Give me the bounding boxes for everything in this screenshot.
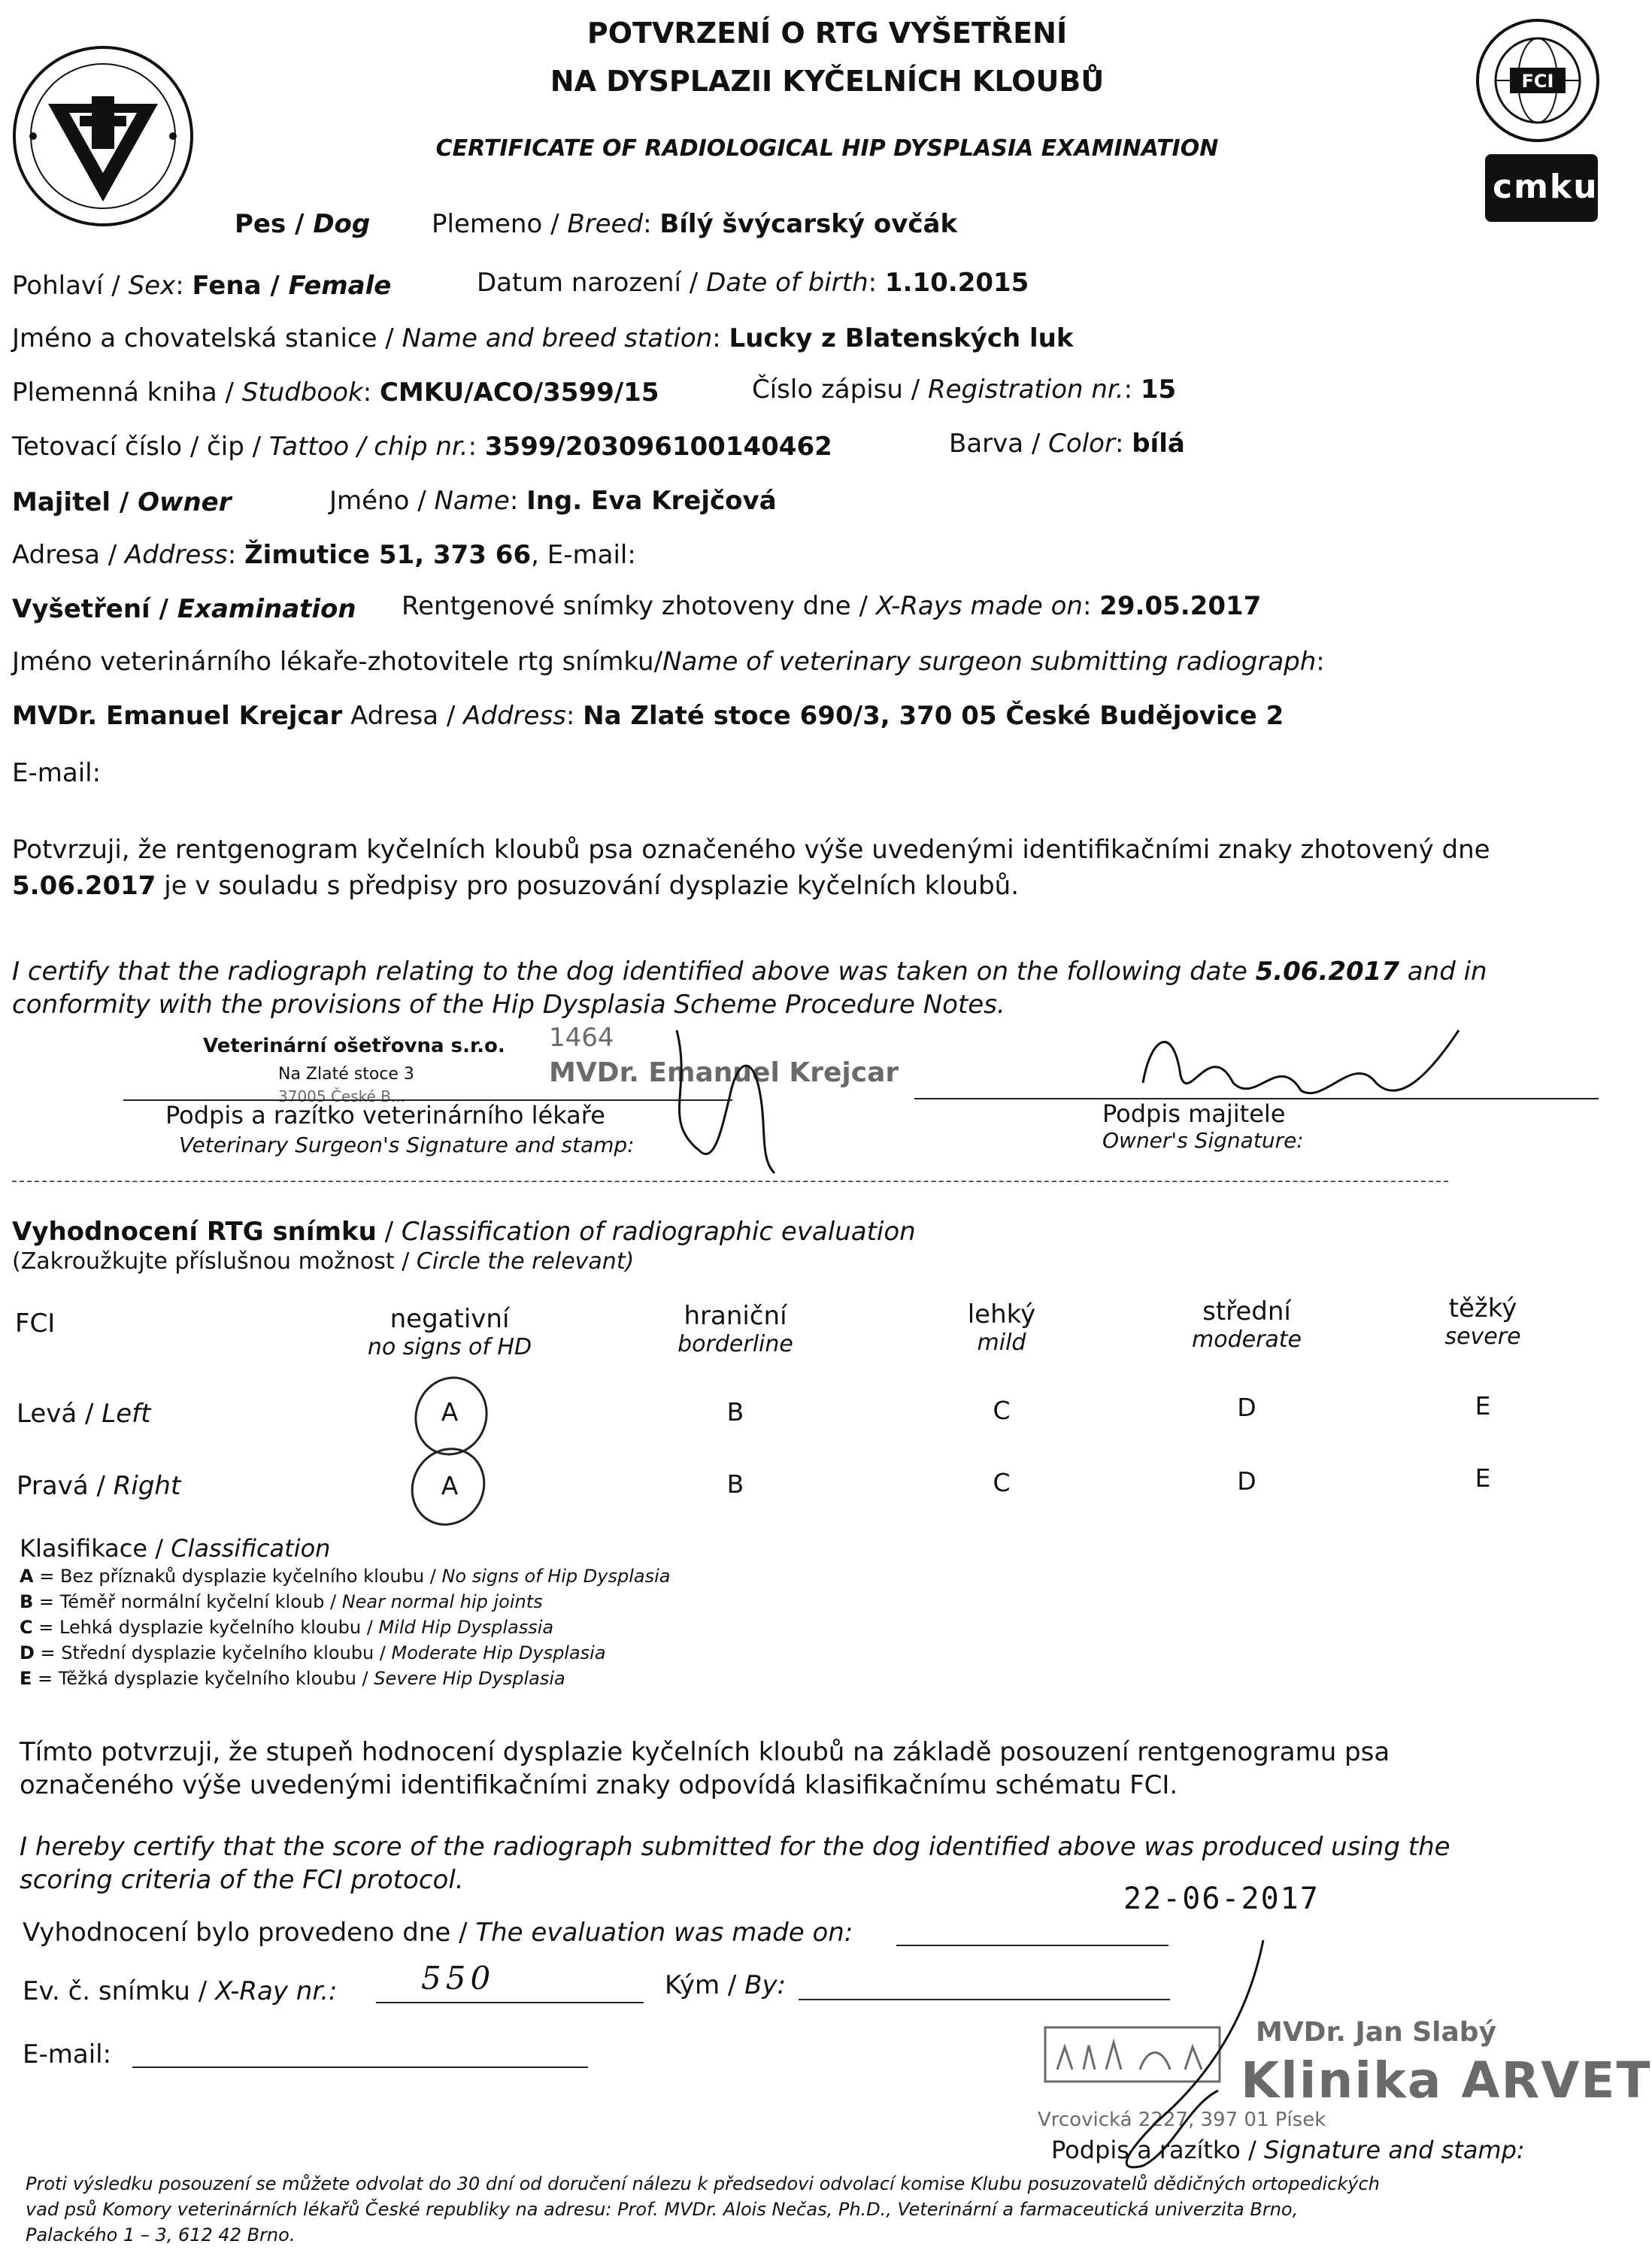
owner-signature-scribble [1128, 1008, 1474, 1113]
classification-item-d: D = Střední dysplazie kyčelního kloubu / Moderate Hip Dysplasia [20, 1642, 606, 1663]
xray-date-value: 29.05.2017 [1099, 591, 1262, 621]
left-grade-a[interactable]: A [441, 1397, 459, 1427]
column-header-moderate: střední moderate [1191, 1296, 1302, 1353]
classification-item-b: B = Téměř normální kyčelní kloub / Near normal hip joints [20, 1591, 543, 1612]
sex-row: Pohlaví / Sex: Fena / Female [12, 271, 392, 301]
registration-value: 15 [1140, 374, 1177, 405]
fci-globe-icon [1474, 17, 1602, 144]
owner-name-row: Jméno / Name: Ing. Eva Krejčová [329, 486, 777, 516]
vet-signature-label-cz: Podpis a razítko veterinárního lékaře [165, 1101, 605, 1130]
owner-section-label: Majitel / Owner [12, 487, 232, 517]
right-row-label: Pravá / Right [17, 1471, 181, 1501]
left-grade-e[interactable]: E [1475, 1391, 1491, 1421]
breed-value: Bílý švýcarský ovčák [659, 209, 958, 239]
exam-section-label: Vyšetření / Examination [12, 594, 356, 624]
cmku-logo [1485, 154, 1598, 222]
dog-section-label: Pes / Dog [235, 209, 371, 239]
column-header-mild: lehký mild [967, 1299, 1036, 1356]
classification-title: Klasifikace / Classification [20, 1534, 331, 1563]
owner-signature-label-en: Owner's Signature: [1102, 1128, 1304, 1153]
appeal-note-line3: Palackého 1 – 3, 612 42 Brno. [26, 2224, 296, 2245]
evaluation-email-label: E-mail: [23, 2039, 112, 2070]
document-title-line1: POTVRZENÍ O RTG VYŠETŘENÍ [587, 17, 1068, 50]
chip-row: Tetovací číslo / čip / Tattoo / chip nr.: 3599/203096100140462 [12, 432, 832, 462]
owner-address-row: Adresa / Address: Žimutice 51, 373 66, E-mail: [12, 540, 636, 570]
owner-signature-label-cz: Podpis majitele [1102, 1099, 1286, 1128]
left-grade-d[interactable]: D [1237, 1393, 1256, 1422]
breed-row: Plemeno / Breed: Bílý švýcarský ovčák [432, 209, 958, 239]
right-grade-c[interactable]: C [993, 1468, 1011, 1497]
fci-logo-text: FCI [1521, 71, 1554, 92]
arvet-stamp-doctor: MVDr. Jan Slabý [1256, 2017, 1497, 2048]
confirmation-en-line1: I certify that the radiograph relating to the dog identified above was taken on the following date 5.06.2017 and in [12, 957, 1487, 987]
arvet-stamp-address: Vrcovická 2227, 397 01 Písek [1038, 2109, 1326, 2131]
classification-item-c: C = Lehká dysplazie kyčelního kloubu / Mild Hip Dysplassia [20, 1617, 554, 1638]
evaluated-by-row: Kým / By: [665, 1970, 787, 2000]
dob-row: Datum narození / Date of birth: 1.10.2015 [477, 268, 1029, 298]
classification-item-a: A = Bez příznaků dysplazie kyčelního kloubu / No signs of Hip Dysplasia [20, 1566, 671, 1587]
appeal-note-line2: vad psů Komory veterinárních lékařů České republiky na adresu: Prof. MVDr. Alois Nečas, Ph.D., Veterinární a farmaceutická univerzita Brno, [26, 2199, 1299, 2220]
classification-item-e: E = Těžká dysplazie kyčelního kloubu / Severe Hip Dysplasia [20, 1668, 565, 1689]
left-logo [11, 44, 196, 229]
column-header-severe: těžký severe [1444, 1293, 1521, 1350]
vet-stamp-city: 37005 České B... [278, 1087, 405, 1105]
certification-cz-line2: označeného výše uvedenými identifikačními znaky odpovídá klasifikačnímu schématu FCI. [20, 1770, 1178, 1800]
vet-signature-scribble [647, 1000, 827, 1181]
fci-label: FCI [15, 1308, 56, 1339]
xray-date-row: Rentgenové snímky zhotoveny dne / X-Rays made on: 29.05.2017 [402, 591, 1262, 621]
section-divider [12, 1181, 1448, 1182]
confirmation-en-date: 5.06.2017 [1255, 957, 1399, 987]
vet-stamp-street: Na Zlaté stoce 3 [278, 1065, 414, 1084]
confirmation-en-line2: conformity with the provisions of the Hip Dysplasia Scheme Procedure Notes. [12, 990, 1005, 1020]
fci-logo [1474, 17, 1602, 144]
left-row-label: Levá / Left [17, 1399, 151, 1429]
dob-value: 1.10.2015 [884, 268, 1029, 298]
chip-value: 3599/203096100140462 [484, 432, 832, 462]
dog-name-value: Lucky z Blatenských luk [729, 323, 1074, 353]
evaluation-title: Vyhodnocení RTG snímku / Classification of radiographic evaluation [12, 1217, 916, 1247]
document-title-english: CERTIFICATE OF RADIOLOGICAL HIP DYSPLASIA EXAMINATION [435, 135, 1219, 162]
appeal-note-line1: Proti výsledku posouzení se můžete odvolat do 30 dní od doručení nálezu k předsedovi odvolací komise Klubu posuzovatelů dědičných ortopedických [26, 2173, 1380, 2194]
confirmation-cz-line2: 5.06.2017 je v souladu s předpisy pro posuzování dysplazie kyčelních kloubů. [12, 871, 1020, 901]
confirmation-cz-line1: Potvrzuji, že rentgenogram kyčelních kloubů psa označeného výše uvedenými identifikačními znaky zhotovený dne [12, 835, 1490, 865]
xray-number-row: Ev. č. snímku / X-Ray nr.: [23, 1976, 338, 2006]
evaluator-signature-label: Podpis a razítko / Signature and stamp: [1051, 2136, 1525, 2164]
owner-name-value: Ing. Eva Krejčová [526, 486, 777, 516]
document-title-line2: NA DYSPLAZII KYČELNÍCH KLOUBŮ [550, 65, 1105, 98]
color-value: bílá [1132, 429, 1185, 459]
name-station-row: Jméno a chovatelská stanice / Name and breed station: Lucky z Blatenských luk [12, 323, 1074, 353]
column-header-borderline: hraniční borderline [677, 1301, 793, 1357]
vet-name-value: MVDr. Emanuel Krejcar [12, 701, 343, 731]
vet-stamp-number: 1464 [549, 1023, 614, 1053]
evaluation-date-stamp: 22-06-2017 [1123, 1882, 1320, 1916]
studbook-value: CMKU/ACO/3599/15 [379, 378, 659, 408]
vet-signature-label-en: Veterinary Surgeon's Signature and stamp: [179, 1133, 635, 1157]
registration-row: Číslo zápisu / Registration nr.: 15 [752, 374, 1177, 405]
left-grade-b[interactable]: B [726, 1397, 744, 1427]
veterinary-chamber-logo-icon [11, 44, 196, 229]
vet-name-address-row: MVDr. Emanuel Krejcar Adresa / Address: Na Zlaté stoce 690/3, 370 05 České Budějovice 2 [12, 701, 1284, 731]
sex-value: Fena [192, 271, 262, 301]
right-grade-d[interactable]: D [1237, 1466, 1256, 1496]
cmku-logo-text: cmku [1493, 168, 1599, 206]
vet-stamp-doctor: MVDr. Emanuel Krejcar [549, 1057, 899, 1088]
left-grade-c[interactable]: C [993, 1396, 1011, 1425]
right-grade-b[interactable]: B [726, 1469, 744, 1499]
right-grade-circle [397, 1434, 499, 1539]
right-grade-a[interactable]: A [441, 1471, 459, 1500]
right-grade-e[interactable]: E [1475, 1463, 1491, 1493]
evaluation-date-row: Vyhodnocení bylo provedeno dne / The evaluation was made on: [23, 1918, 853, 1948]
vet-name-label-row: Jméno veterinárního lékaře-zhotovitele rtg snímku/Name of veterinary surgeon submitting radiograph: [12, 647, 1325, 677]
vet-stamp-clinic: Veterinární ošetřovna s.r.o. [203, 1035, 505, 1057]
evaluation-instruction: (Zakroužkujte příslušnou možnost / Circle the relevant) [12, 1248, 635, 1275]
owner-address-value: Žimutice 51, 373 66 [244, 540, 532, 570]
studbook-row: Plemenná kniha / Studbook: CMKU/ACO/3599/15 [12, 378, 659, 408]
arvet-stamp-clinic: Klinika ARVET [1241, 2051, 1652, 2109]
confirmation-cz-date: 5.06.2017 [12, 871, 156, 901]
xray-number-value[interactable]: 550 [421, 1960, 496, 1997]
certification-en-line2: scoring criteria of the FCI protocol. [20, 1865, 464, 1895]
certification-en-line1: I hereby certify that the score of the radiograph submitted for the dog identified above was produced using the [20, 1832, 1450, 1862]
vet-email-label: E-mail: [12, 758, 102, 788]
xray-number-line [376, 2002, 644, 2003]
column-header-negative: negativní no signs of HD [367, 1304, 532, 1360]
vet-address-value: Na Zlaté stoce 690/3, 370 05 České Budějovice 2 [583, 701, 1284, 731]
evaluation-email-line [132, 2066, 588, 2068]
certification-cz-line1: Tímto potvrzuji, že stupeň hodnocení dysplazie kyčelních kloubů na základě posouzení rentgenogramu psa [20, 1737, 1390, 1767]
color-row: Barva / Color: bílá [949, 429, 1185, 459]
